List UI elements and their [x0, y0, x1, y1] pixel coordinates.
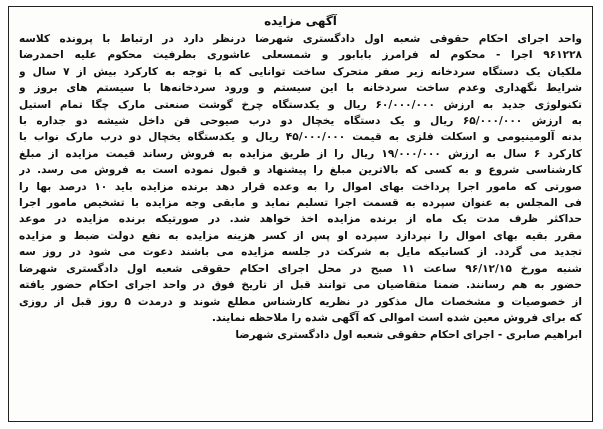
notice-line: ۹۶۱۲۲۸ اجرا - محکوم له فرامرز بابابور و شمسعلی عاشوری بطرفیت محکوم علیه احمدرضا: [19, 49, 582, 62]
notice-line: به ارزش ۶۵/۰۰۰/۰۰۰ ریال و یک دستگاه یخچال دو درب صیوحی فن داخل شیشه دو جداره با: [19, 115, 582, 128]
notice-line: فی المجلس به عنوان سپرده به قسمت اجرا تسلیم نماید و مابقی وجه مزایده با تشخیص مامور اجرا: [19, 197, 582, 210]
notice-line: شرایط نگهداری وعدم ساخت سردخانه با این سیستم و ورود سردخانه‌ها با سیستم های بروز و: [19, 82, 582, 95]
notice-signature: ابراهیم صابری - اجرای احکام حقوقی شعبه اول دادگستری شهرضا: [235, 329, 582, 342]
notice-line: کارشناسی شروع و به کسی که بالاترین مبلغ را پیشنهاد و قبول نموده است به فروش می رسد. در: [19, 164, 582, 177]
notice-line: صورتی که مامور اجرا پرداخت بهای اموال را به وعده قرار دهد برنده مزایده باید ۱۰ درصد بها را: [19, 180, 582, 193]
notice-line: کارکرد ۶ سال به ارزش ۱۹/۰۰۰/۰۰۰ ریال را از طریق مزایده به فروش رساند قیمت مزایده از مبلغ: [19, 147, 582, 160]
notice-line: شنبه مورخ ۹۶/۱۲/۱۵ ساعت ۱۱ صبح در محل اجرای احکام حقوقی شعبه اول دادگستری شهرضا: [19, 262, 582, 275]
notice-line: بدنه آلومینیومی و اسکلت فلزی به قیمت ۴۵/۰۰۰/۰۰۰ ریال و یکدستگاه یخچال دو درب مارک نواب با: [19, 131, 582, 144]
notice-line: از خصوصیات و مشخصات مال مذکور در نظریه کارشناس مطلع شوند و درمدت ۵ روز قبل از روزی: [19, 295, 582, 308]
notice-line: ملکیان یک دستگاه سردخانه زیر صفر متحرک ساخت توانایی که با توجه به کارکرد بیش از ۷ سال و: [19, 65, 582, 78]
notice-line: تجدید می گردد. از کسانیکه مایل به شرکت در جلسه مزایده می باشند دعوت می شود در روز سه: [19, 246, 582, 259]
notice-line: مقرر بقیه بهای اموال را نپردازد سپرده او پس از کسر هزینه مزایده به نفع دولت ضبط و مزایده: [19, 229, 582, 242]
notice-line: واحد اجرای احکام حقوقی شعبه اول دادگستری شهرضا درنظر دارد در ارتباط با پرونده کلاسه: [19, 33, 582, 45]
auction-notice: [8, 6, 593, 422]
notice-line: تکنولوژی جدید به ارزش ۶۰/۰۰۰/۰۰۰ ریال و یکدستگاه چرخ گوشت صنعتی مارک چگا تمام استیل: [19, 98, 582, 111]
notice-line: حضور به هم رسانند. ضمنا متقاضیان می توانند قبل از تاریخ فوق در واحد اجرای احکام حضور یافته: [19, 279, 582, 292]
notice-line: که برای فروش معین شده است اموالی که آگهی شده را ملاحظه نمایند.: [211, 311, 582, 324]
notice-line: حداکثر ظرف مدت یک ماه از برنده مزایده اخذ خواهد شد. در صورتیکه برنده مزایده در موعد: [19, 213, 582, 226]
notice-body: [19, 31, 582, 326]
notice-title: آگهی مزایده: [264, 14, 337, 28]
